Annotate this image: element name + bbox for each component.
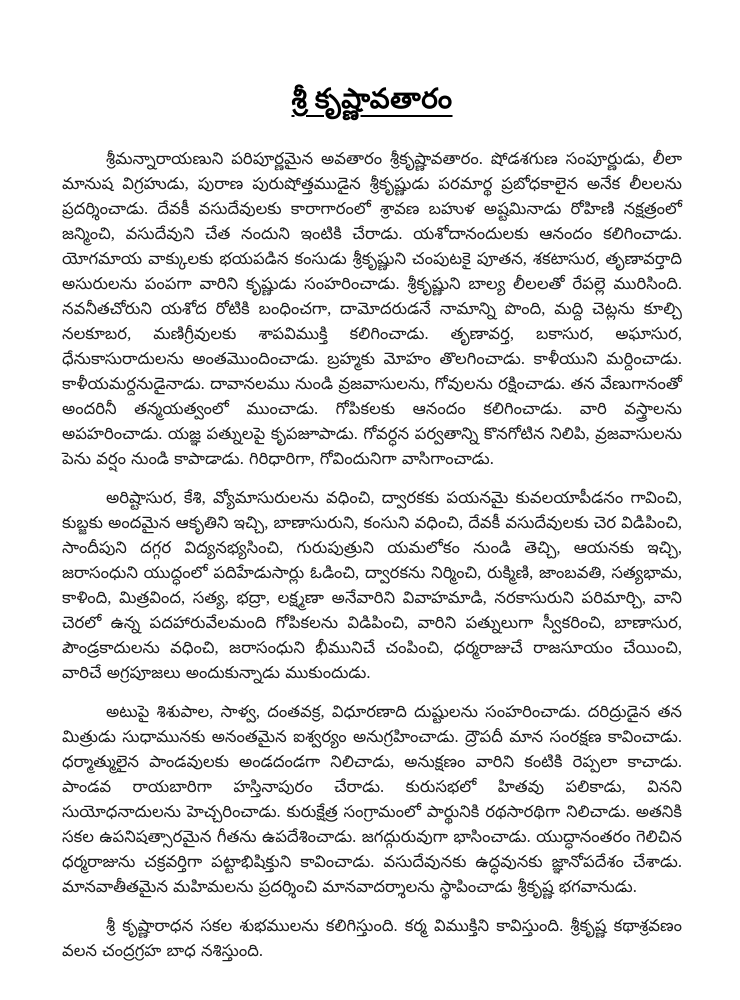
paragraph-3: అటుపై శిశుపాల, సాళ్వ, దంతవక్ర, విధూరణాది దుష్టులను సంహరించాడు. దరిద్రుడైన తన మిత్రుడు సుధామునకు అనంతమైన ఐశ్వర్యం అనుగ్రహించాడు. ద్రౌపదీ మాన సంరక్షణ కావించాడు. ధర్మాత్ములైన పాండవులకు అండదండగా నిలిచాడు, అనుక్షణం వారిని కంటికి రెప్పలా కాచాడు. పాండవ రాయబారిగా హస్తినాపురం చేరాడు. కురుసభలో హితవు పలికాడు, వినని సుయోధనాదులను హెచ్చరించాడు. కురుక్షేత్ర సంగ్రామంలో పార్థునికి రథసారథిగా నిలిచాడు. అతనికి సకల ఉపనిషత్సారమైన గీతను ఉపదేశించాడు. జగద్గురువుగా భాసించాడు. యుద్ధానంతరం గెలిచిన ధర్మరాజును చక్రవర్తిగా పట్టాభిషిక్తుని కావించాడు. వసుదేవునకు ఉద్ధవునకు జ్ఞానోపదేశం చేశాడు. మానవాతీతమైన మహిమలను ప్రదర్శించి మానవాదర్శాలను స్థాపించాడు శ్రీకృష్ణ భగవానుడు. bbox=[62, 702, 682, 896]
paragraph-1: శ్రీమన్నారాయణుని పరిపూర్ణమైన అవతారం శ్రీకృష్ణావతారం. షోడశగుణ సంపూర్ణుడు, లీలా మానుష విగ్రహుడు, పురాణ పురుషోత్తముడైన శ్రీకృష్ణుడు పరమార్థ ప్రబోధకాలైన అనేక లీలలను ప్రదర్శించాడు. దేవకీ వసుదేవులకు కారాగారంలో శ్రావణ బహుళ అష్టమినాడు రోహిణి నక్షత్రంలో జన్మించి, వసుదేవుని చేత నందుని ఇంటికి చేరాడు. యశోదానందులకు ఆనందం కలిగించాడు. యోగమాయ వాక్కులకు భయపడిన కంసుడు శ్రీకృష్ణుని చంపుటకై పూతన, శకటాసుర, తృణావర్తాది అసురులను పంపగా వారిని కృష్ణుడు సంహరించాడు. శ్రీకృష్ణుని బాల్య లీలలతో రేపల్లె మురిసింది. నవనీతచోరుని యశోద రోటికి బంధించగా, దామోదరుడనే నామాన్ని పొంది, మద్ది చెట్లను కూల్చి నలకూబర, మణిగ్రీవులకు శాపవిముక్తి కలిగించాడు. తృణావర్త, బకాసుర, అఘాసుర, ధేనుకాసురాదులను అంతమొందించాడు. బ్రహ్మకు మోహం తొలగించాడు. కాళీయుని మర్దించాడు. కాళీయమర్దనుడైనాడు. దావానలము నుండి వ్రజవాసులను, గోవులను రక్షించాడు. తన వేణుగానంతో అందరినీ తన్మయత్వంలో ముంచాడు. గోపికలకు ఆనందం కలిగించాడు. వారి వస్త్రాలను అపహరించాడు. యజ్ఞ పత్నులపై కృపజూపాడు. గోవర్ధన పర్వతాన్ని కొనగోటిన నిలిపి, వ్రజవాసులను పెను వర్షం నుండి కాపాడాడు. గిరిధారిగా, గోవిందునిగా వాసిగాంచాడు. bbox=[62, 149, 682, 468]
paragraph-2: అరిష్టాసుర, కేశి, వ్యోమాసురులను వధించి, ద్వారకకు పయనమై కువలయాపీడనం గావించి, కుబ్జకు అందమైన ఆకృతిని ఇచ్చి, బాణాసురుని, కంసుని వధించి, దేవకీ వసుదేవులకు చెర విడిపించి, సాందీపుని దగ్గర విద్యనభ్యసించి, గురుపుత్రుని యమలోకం నుండి తెచ్చి, ఆయనకు ఇచ్చి, జరాసంధుని యుద్ధంలో పదిహేడుసార్లు ఓడించి, ద్వారకను నిర్మించి, రుక్మిణి, జాంబవతి, సత్యభామ, కాళింది, మిత్రవింద, సత్య, భద్రా, లక్ష్మణా అనేవారిని వివాహమాడి, నరకాసురుని పరిమార్చి, వాని చెరలో ఉన్న పదహారువేలమంది గోపికలను విడిపించి, వారిని పత్నులుగా స్వీకరించి, బాణాసుర, పౌండ్రకాదులను వధించి, జరాసంధుని భీమునిచే చంపించి, ధర్మరాజుచే రాజసూయం చేయించి, వారిచే అగ్రపూజలు అందుకున్నాడు ముకుందుడు. bbox=[62, 488, 682, 682]
paragraph-4: శ్రీ కృష్ణారాధన సకల శుభములను కలిగిస్తుంది. కర్మ విముక్తిని కావిస్తుంది. శ్రీకృష్ణ కథాశ్రవణం వలన చంద్రగ్రహ బాధ నశిస్తుంది. bbox=[62, 916, 682, 960]
page-title-text: శ్రీ కృష్ణావతారం bbox=[291, 84, 453, 115]
document-body bbox=[62, 146, 682, 963]
page-title bbox=[62, 84, 682, 122]
